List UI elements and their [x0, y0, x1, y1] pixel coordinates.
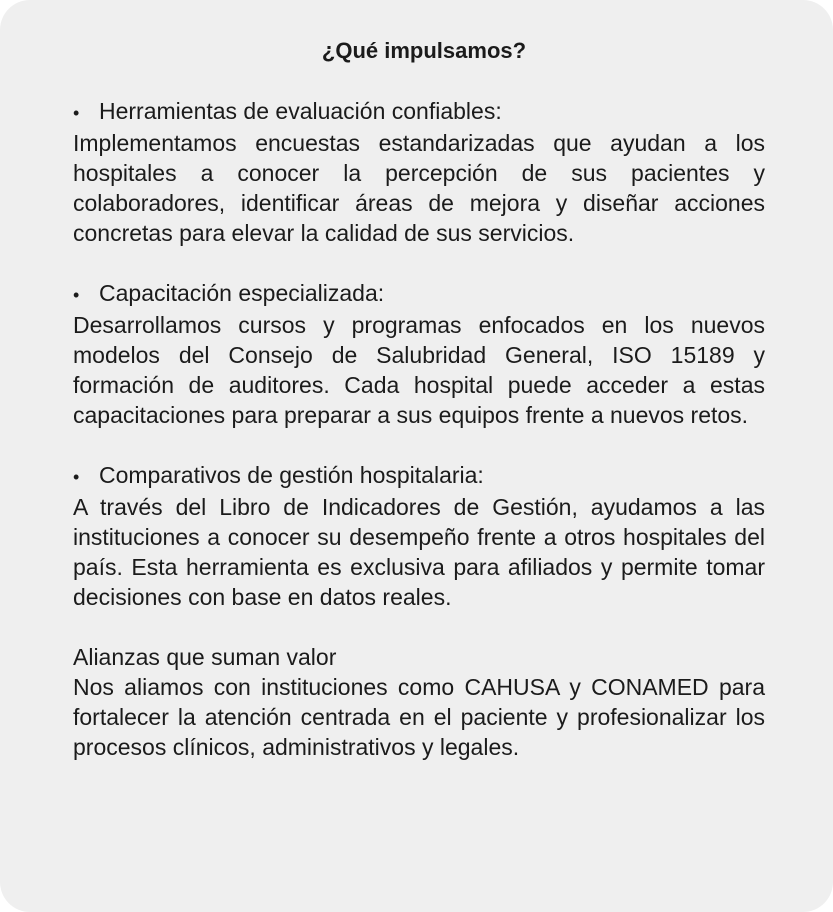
section-heading	[73, 278, 765, 310]
section-heading	[73, 460, 765, 492]
section-body: Implementamos encuestas estandarizadas que ayudan a los hospitales a conocer la percepción de sus pacientes y colaboradores, identificar áreas de mejora y diseñar acciones concretas para elevar la calidad de sus servicios.	[73, 130, 765, 246]
card-title: ¿Qué impulsamos?	[321, 38, 527, 63]
alliances-body: Nos aliamos con instituciones como CAHUSA y CONAMED para fortalecer la atención centrada en el paciente y profesionalizar los procesos clínicos, administrativos y legales.	[73, 674, 765, 760]
section-heading-label: Capacitación especializada:	[99, 280, 385, 306]
section-heading	[73, 96, 765, 128]
section-hospital-comparatives	[73, 460, 765, 612]
section-heading-label: Herramientas de evaluación confiables:	[99, 98, 502, 124]
section-alliances	[73, 642, 765, 762]
section-evaluation-tools	[73, 96, 765, 248]
bullet-icon: •	[73, 103, 80, 123]
bullet-icon: •	[73, 467, 80, 487]
section-heading-label: Comparativos de gestión hospitalaria:	[99, 462, 484, 488]
section-training	[73, 278, 765, 430]
bullet-icon: •	[73, 285, 80, 305]
section-body: A través del Libro de Indicadores de Gestión, ayudamos a las instituciones a conocer su desempeño frente a otros hospitales del país. Esta herramienta es exclusiva para afiliados y permite tomar decisiones con base en datos reales.	[73, 494, 765, 610]
alliances-heading: Alianzas que suman valor	[73, 644, 337, 670]
section-body: Desarrollamos cursos y programas enfocados en los nuevos modelos del Consejo de Salubridad General, ISO 15189 y formación de auditores. Cada hospital puede acceder a estas capacitaciones para preparar a sus equipos frente a nuevos retos.	[73, 312, 765, 428]
